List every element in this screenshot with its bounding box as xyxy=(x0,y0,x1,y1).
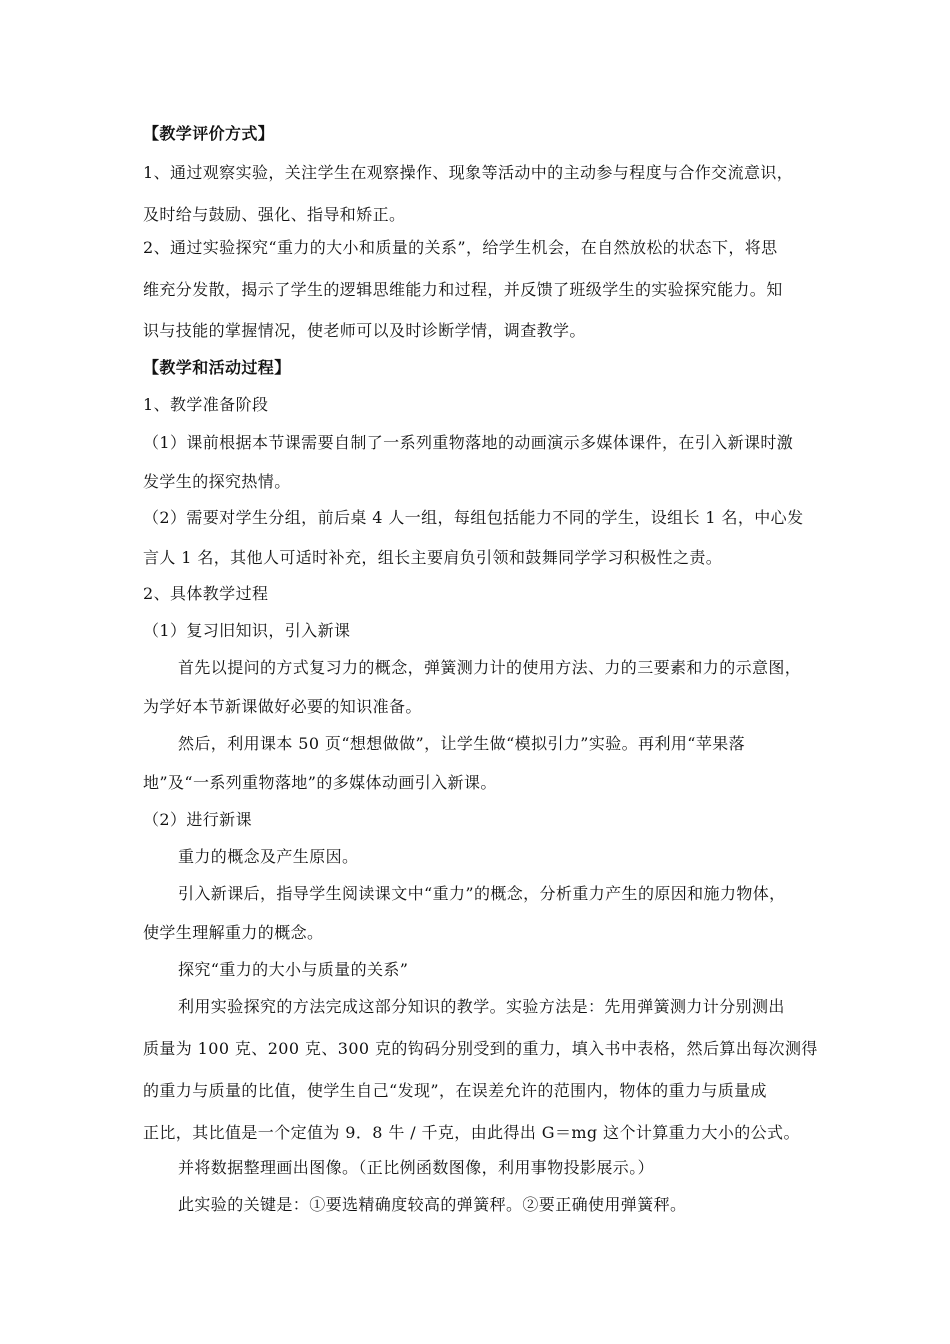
paragraph-line: 言人 1 名，其他人可适时补充，组长主要肩负引领和鼓舞同学学习积极性之责。 xyxy=(143,548,723,567)
paragraph-line: 探究“重力的大小与质量的关系” xyxy=(178,960,409,979)
paragraph-line: 并将数据整理画出图像。（正比例函数图像，利用事物投影展示。） xyxy=(178,1158,655,1177)
paragraph-line: 的重力与质量的比值，使学生自己“发现”，在误差允许的范围内，物体的重力与质量成 xyxy=(143,1081,767,1100)
section-heading: 2、具体教学过程 xyxy=(143,584,269,603)
section-heading: 1、教学准备阶段 xyxy=(143,395,269,414)
paragraph-line: 此实验的关键是：①要选精确度较高的弹簧秤。②要正确使用弹簧秤。 xyxy=(178,1195,687,1214)
paragraph-line: 2、通过实验探究“重力的大小和质量的关系”，给学生机会，在自然放松的状态下，将思 xyxy=(143,238,778,257)
paragraph-line: 然后，利用课本 50 页“想想做做”，让学生做“模拟引力”实验。再利用“苹果落 xyxy=(178,734,746,753)
paragraph-line: 正比，其比值是一个定值为 9．8 牛 / 千克，由此得出 G＝mg 这个计算重力大小的公式。 xyxy=(143,1123,800,1142)
paragraph-line: 引入新课后，指导学生阅读课文中“重力”的概念，分析重力产生的原因和施力物体， xyxy=(178,884,786,903)
paragraph-line: 质量为 100 克、200 克、300 克的钩码分别受到的重力，填入书中表格，然后算出每次测得 xyxy=(143,1039,818,1058)
paragraph-line: 1、通过观察实验，关注学生在观察操作、现象等活动中的主动参与程度与合作交流意识， xyxy=(143,163,794,182)
paragraph-line: 使学生理解重力的概念。 xyxy=(143,923,324,942)
paragraph-line: 发学生的探究热情。 xyxy=(143,472,291,491)
paragraph-line: 首先以提问的方式复习力的概念，弹簧测力计的使用方法、力的三要素和力的示意图， xyxy=(178,658,802,677)
paragraph-line: 地”及“一系列重物落地”的多媒体动画引入新课。 xyxy=(143,773,497,792)
subsection-heading: （1）复习旧知识，引入新课 xyxy=(143,621,351,640)
paragraph-line: 利用实验探究的方法完成这部分知识的教学。实验方法是：先用弹簧测力计分别测出 xyxy=(178,997,785,1016)
heading-process: 【教学和活动过程】 xyxy=(143,358,291,377)
paragraph-line: 维充分发散，揭示了学生的逻辑思维能力和过程，并反馈了班级学生的实验探究能力。知 xyxy=(143,280,783,299)
paragraph-line: 及时给与鼓励、强化、指导和矫正。 xyxy=(143,205,406,224)
paragraph-line: （1）课前根据本节课需要自制了一系列重物落地的动画演示多媒体课件，在引入新课时激 xyxy=(143,433,794,452)
heading-evaluation: 【教学评价方式】 xyxy=(143,124,275,143)
paragraph-line: （2）需要对学生分组，前后桌 4 人一组，每组包括能力不同的学生，设组长 1 名，中心发 xyxy=(143,508,804,527)
subsection-heading: （2）进行新课 xyxy=(143,810,252,829)
paragraph-line: 识与技能的掌握情况，使老师可以及时诊断学情，调查教学。 xyxy=(143,321,586,340)
paragraph-line: 重力的概念及产生原因。 xyxy=(178,847,359,866)
paragraph-line: 为学好本节新课做好必要的知识准备。 xyxy=(143,697,422,716)
